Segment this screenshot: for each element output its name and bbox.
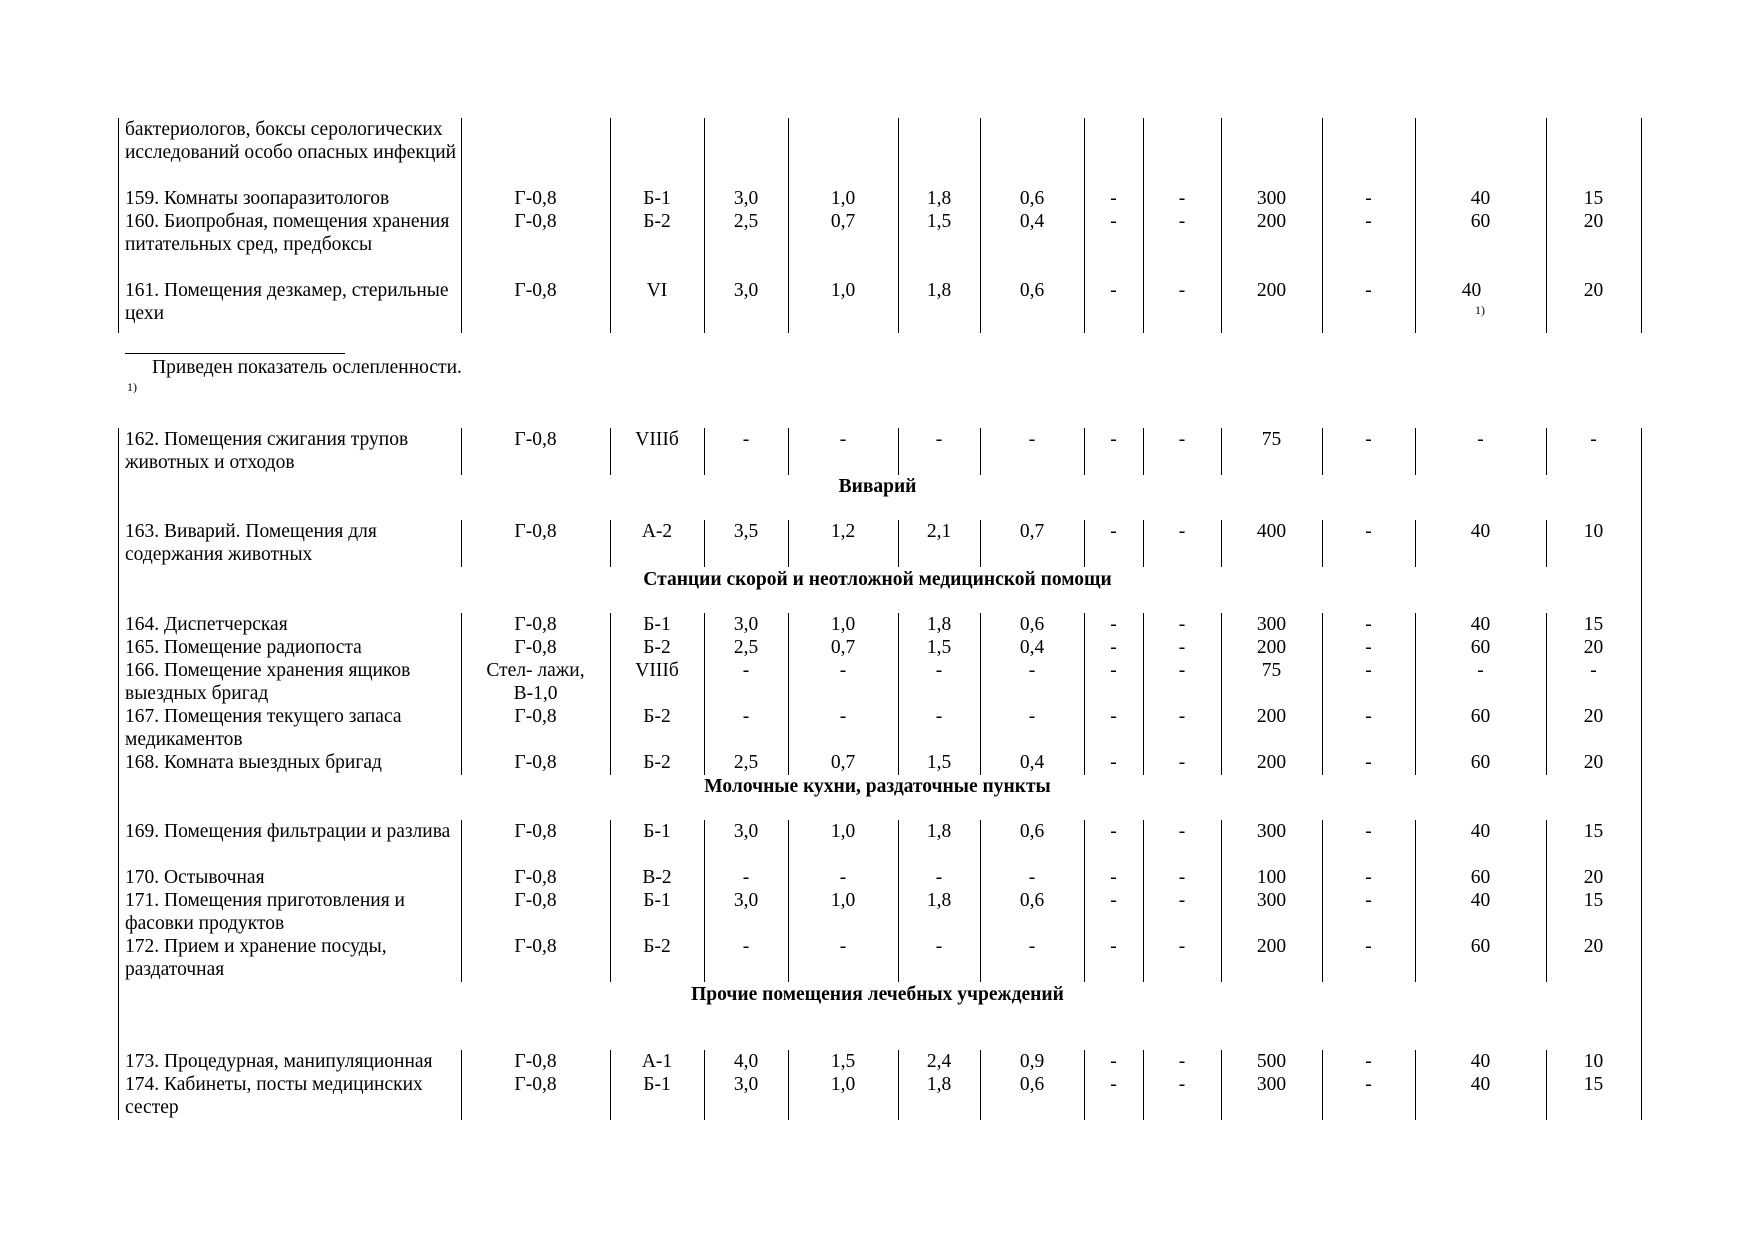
cell-value: - (1110, 821, 1117, 842)
cell-lighting-plane: Г-0,8 (514, 211, 557, 232)
cell-value: 300 (1256, 188, 1287, 209)
cell-value: - (1590, 429, 1597, 450)
cell-category: Б-1 (643, 188, 671, 209)
cell-lighting-plane: Г-0,8 (514, 614, 557, 635)
table-row (0, 279, 1755, 325)
table-row (0, 1073, 1755, 1119)
cell-value: 3,5 (733, 521, 759, 542)
table-row (0, 820, 1755, 866)
cell-value: - (935, 429, 943, 450)
cell-value: 1,8 (926, 890, 952, 911)
table-right-border (1641, 428, 1642, 1120)
cell-value: 2,5 (733, 211, 759, 232)
cell-value: - (1365, 821, 1372, 842)
cell-value: 1,5 (926, 752, 952, 773)
cell-value: 0,6 (1019, 821, 1045, 842)
cell-value: - (935, 660, 943, 681)
row-name: 171. Помещения приготовления и фасовки продуктов (125, 890, 405, 934)
cell-value: 1,0 (830, 821, 856, 842)
cell-value: 0,6 (1019, 890, 1045, 911)
cell-value: 0,4 (1019, 752, 1045, 773)
cell-value: - (1178, 614, 1186, 635)
footnote-marker: 1) (1475, 303, 1485, 317)
cell-lighting-plane: Г-0,8 (514, 890, 557, 911)
cell-value: 60 (1470, 637, 1491, 658)
cell-value: - (1110, 890, 1117, 911)
cell-value: 20 (1583, 752, 1604, 773)
cell-value: 60 (1470, 936, 1491, 957)
cell-value: - (742, 429, 750, 450)
table-row (0, 210, 1755, 279)
section-title-milk-kitchens: Молочные кухни, раздаточные пункты (704, 776, 1051, 797)
cell-value: 15 (1583, 821, 1604, 842)
cell-value: 20 (1583, 936, 1604, 957)
cell-value: - (1365, 752, 1372, 773)
cell-value: 200 (1256, 936, 1287, 957)
cell-value: 1,5 (830, 1051, 856, 1072)
cell-value: 1,0 (830, 280, 856, 301)
cell-value: - (1110, 521, 1117, 542)
cell-value: 20 (1583, 280, 1604, 301)
cell-value: - (1110, 614, 1117, 635)
cell-value: 3,0 (733, 821, 759, 842)
cell-category: Б-1 (643, 890, 671, 911)
cell-value: - (1110, 188, 1117, 209)
cell-value: 3,0 (733, 614, 759, 635)
cell-value: 15 (1583, 890, 1604, 911)
row-name: 169. Помещения фильтрации и разлива (125, 821, 451, 842)
cell-value: - (1365, 637, 1372, 658)
cell-category: В-2 (642, 867, 672, 888)
cell-value: 200 (1256, 280, 1287, 301)
cell-value: 2,1 (926, 521, 952, 542)
cell-value: 3,0 (733, 1074, 759, 1095)
cell-value: - (1477, 429, 1484, 450)
cell-value: - (839, 429, 847, 450)
cell-category: Б-2 (643, 637, 671, 658)
cell-lighting-plane: Г-0,8 (514, 1074, 557, 1095)
section-title-other: Прочие помещения лечебных учреждений (691, 984, 1064, 1005)
cell-category: Б-1 (643, 821, 671, 842)
cell-value: 0,4 (1019, 637, 1045, 658)
cell-value: 10 (1583, 1051, 1604, 1072)
cell-value: 15 (1583, 614, 1604, 635)
cell-value: 300 (1256, 1074, 1287, 1095)
table-row (0, 1050, 1755, 1073)
cell-value: - (742, 706, 750, 727)
row-name: 173. Процедурная, манипуляционная (125, 1051, 433, 1072)
cell-value: - (1110, 637, 1117, 658)
cell-value: - (742, 867, 750, 888)
table-row (0, 659, 1755, 705)
cell-lighting-plane: Г-0,8 (514, 867, 557, 888)
cell-value: - (1178, 752, 1186, 773)
cell-value: - (1178, 867, 1186, 888)
cell-value: 20 (1583, 211, 1604, 232)
section-title-vivarium: Виварий (838, 476, 917, 497)
cell-value: - (1110, 752, 1117, 773)
table-row (0, 935, 1755, 981)
cell-value: - (1110, 660, 1117, 681)
cell-value: - (1178, 890, 1186, 911)
table-row (0, 613, 1755, 636)
cell-value: 400 (1256, 521, 1287, 542)
cell-value: 0,6 (1019, 614, 1045, 635)
cell-lighting-plane: Г-0,8 (514, 752, 557, 773)
cell-category: Б-1 (643, 1074, 671, 1095)
table-row (0, 636, 1755, 659)
cell-lighting-plane: Г-0,8 (514, 1051, 557, 1072)
cell-category: Б-2 (643, 936, 671, 957)
cell-lighting-plane: Г-0,8 (514, 821, 557, 842)
cell-value: - (1110, 1051, 1117, 1072)
table-row (0, 428, 1755, 475)
cell-value: 1,8 (926, 1074, 952, 1095)
cell-value: - (1590, 660, 1597, 681)
cell-lighting-plane: Г-0,8 (514, 280, 557, 301)
cell-category: Б-1 (643, 614, 671, 635)
cell-lighting-plane: Г-0,8 (514, 429, 557, 450)
cell-value: 0,6 (1019, 280, 1045, 301)
cell-value: - (742, 660, 750, 681)
cell-value: - (935, 867, 943, 888)
cell-value: 200 (1256, 211, 1287, 232)
footnote-marker: 1) (127, 380, 137, 394)
table-row (0, 705, 1755, 751)
cell-value: 20 (1583, 706, 1604, 727)
cell-value: - (839, 706, 847, 727)
table-left-border (118, 428, 119, 1120)
cell-value: - (1178, 521, 1186, 542)
cell-value: - (1028, 429, 1036, 450)
cell-value: - (1028, 660, 1036, 681)
cell-value: 3,0 (733, 890, 759, 911)
cell-value: 0,7 (830, 752, 856, 773)
footnote-text: Приведен показатель ослепленности. (152, 357, 462, 378)
cell-value: 300 (1256, 890, 1287, 911)
cell-category: VIIIб (635, 660, 679, 681)
cell-value: - (742, 936, 750, 957)
cell-value: 1,5 (926, 211, 952, 232)
cell-value: 4,0 (733, 1051, 759, 1072)
row-name: 165. Помещение радиопоста (125, 637, 362, 658)
cell-value: 60 (1470, 752, 1491, 773)
row-name: 166. Помещение хранения ящиков выездных бригад (125, 660, 411, 704)
cell-value: 2,5 (733, 637, 759, 658)
cell-value: 40 (1470, 890, 1491, 911)
cell-category: Б-2 (643, 706, 671, 727)
cell-value: 1,0 (830, 890, 856, 911)
cell-value: - (1110, 1074, 1117, 1095)
cell-value: - (1178, 1051, 1186, 1072)
cell-value: 1,8 (926, 614, 952, 635)
cell-value: - (839, 867, 847, 888)
cell-value: 100 (1256, 867, 1287, 888)
cell-value: 200 (1256, 752, 1287, 773)
cell-value: 75 (1261, 429, 1282, 450)
cell-value: - (1365, 1051, 1372, 1072)
cell-value: - (1178, 660, 1186, 681)
cell-lighting-plane: Г-0,8 (514, 188, 557, 209)
cell-value: 300 (1256, 614, 1287, 635)
cell-value: 60 (1470, 211, 1491, 232)
cell-value: - (1365, 521, 1372, 542)
row-name: 170. Остывочная (125, 867, 265, 888)
row-name: 167. Помещения текущего запаса медикаментов (125, 706, 402, 750)
cell-category: VI (646, 280, 668, 301)
row-name: 164. Диспетчерская (125, 614, 288, 635)
cell-value: 60 (1470, 867, 1491, 888)
cell-value: - (1028, 706, 1036, 727)
cell-value: 0,7 (830, 637, 856, 658)
cell-value: - (1365, 890, 1372, 911)
row-name: 163. Виварий. Помещения для содержания животных (125, 521, 377, 565)
cell-category: VIIIб (635, 429, 679, 450)
cell-value: 1,5 (926, 637, 952, 658)
cell-value: - (1110, 429, 1117, 450)
cell-value: 200 (1256, 706, 1287, 727)
row-name: 161. Помещения дезкамер, стерильные цехи (125, 280, 449, 324)
cell-value: 1,0 (830, 1074, 856, 1095)
cell-value: - (1110, 706, 1117, 727)
cell-value: - (1365, 188, 1372, 209)
table-row (0, 520, 1755, 567)
cell-value: 20 (1583, 867, 1604, 888)
cell-value: 2,5 (733, 752, 759, 773)
cell-value: 15 (1583, 188, 1604, 209)
cell-value: 0,4 (1019, 211, 1045, 232)
cell-value: 0,7 (830, 211, 856, 232)
cell-value: 75 (1261, 660, 1282, 681)
cell-value: 40 (1470, 614, 1491, 635)
row-name: 162. Помещения сжигания трупов животных и отходов (125, 429, 409, 473)
cell-value: 500 (1256, 1051, 1287, 1072)
cell-value: - (1178, 706, 1186, 727)
cell-value: 200 (1256, 637, 1287, 658)
cell-value: 0,9 (1019, 1051, 1045, 1072)
cell-value: 1,8 (926, 280, 952, 301)
cell-value: - (1110, 867, 1117, 888)
cell-value: - (1028, 867, 1036, 888)
cell-value: - (1365, 614, 1372, 635)
cell-value: - (1365, 211, 1372, 232)
cell-lighting-plane: Г-0,8 (514, 637, 557, 658)
cell-value: 1,8 (926, 821, 952, 842)
cell-category: Б-2 (643, 211, 671, 232)
cell-value: 3,0 (733, 280, 759, 301)
cell-lighting-plane: Г-0,8 (514, 936, 557, 957)
cell-value: 1,0 (830, 188, 856, 209)
cell-value: - (1178, 188, 1186, 209)
cell-value: - (1110, 936, 1117, 957)
cell-value: 1,2 (830, 521, 856, 542)
cell-value: - (1178, 936, 1186, 957)
cell-value: - (1365, 429, 1372, 450)
cell-value: - (839, 660, 847, 681)
cell-lighting-plane: Г-0,8 (514, 706, 557, 727)
cell-value: 40 (1470, 1051, 1491, 1072)
cell-value: - (1178, 211, 1186, 232)
cell-value: 300 (1256, 821, 1287, 842)
cell-value: - (1028, 936, 1036, 957)
cell-lighting-plane: Г-0,8 (514, 521, 557, 542)
cell-value: - (1477, 660, 1484, 681)
table-row (0, 187, 1755, 210)
cell-value: - (839, 936, 847, 957)
cell-value: 40 (1470, 1074, 1491, 1095)
cell-value: - (935, 936, 943, 957)
row-name: 159. Комнаты зоопаразитологов (125, 188, 390, 209)
row-name: 172. Прием и хранение посуды, раздаточная (125, 936, 387, 980)
table-row (0, 889, 1755, 935)
cell-value: - (1178, 429, 1186, 450)
table-row (0, 118, 1755, 187)
cell-value: 40 (1470, 821, 1491, 842)
row-name: бактериологов, боксы серологических исследований особо опасных инфекций (125, 119, 457, 163)
row-name: 174. Кабинеты, посты медицинских сестер (125, 1074, 423, 1118)
cell-value: 0,6 (1019, 1074, 1045, 1095)
cell-value: 15 (1583, 1074, 1604, 1095)
cell-value: 1,0 (830, 614, 856, 635)
cell-value: 2,4 (926, 1051, 952, 1072)
cell-value: - (1365, 660, 1372, 681)
cell-category: А-2 (641, 521, 673, 542)
footnote-separator (125, 353, 345, 354)
cell-value: 60 (1470, 706, 1491, 727)
cell-value: 10 (1583, 521, 1604, 542)
cell-value: - (1178, 821, 1186, 842)
cell-lighting-plane: Стел- лажи, В-1,0 (486, 660, 585, 704)
table-row (0, 866, 1755, 889)
cell-category: А-1 (641, 1051, 673, 1072)
cell-value: - (1365, 936, 1372, 957)
cell-value: 0,6 (1019, 188, 1045, 209)
cell-value: 20 (1583, 637, 1604, 658)
cell-value: - (1110, 211, 1117, 232)
cell-value: 3,0 (733, 188, 759, 209)
cell-value: - (935, 706, 943, 727)
cell-value: 0,7 (1019, 521, 1045, 542)
cell-value: - (1365, 1074, 1372, 1095)
row-name: 168. Комната выездных бригад (125, 752, 382, 773)
cell-value: 1,8 (926, 188, 952, 209)
cell-value: - (1365, 867, 1372, 888)
section-title-ambulance: Станции скорой и неотложной медицинской помощи (643, 569, 1112, 590)
cell-value: - (1178, 280, 1186, 301)
cell-value: 40 (1461, 280, 1482, 301)
cell-value: - (1365, 280, 1372, 301)
cell-category: Б-2 (643, 752, 671, 773)
cell-value: - (1110, 280, 1117, 301)
cell-value: 40 (1470, 521, 1491, 542)
row-name: 160. Биопробная, помещения хранения питательных сред, предбоксы (125, 211, 450, 255)
cell-value: - (1365, 706, 1372, 727)
cell-value: - (1178, 1074, 1186, 1095)
table-row (0, 751, 1755, 774)
cell-value: - (1178, 637, 1186, 658)
cell-value: 40 (1470, 188, 1491, 209)
